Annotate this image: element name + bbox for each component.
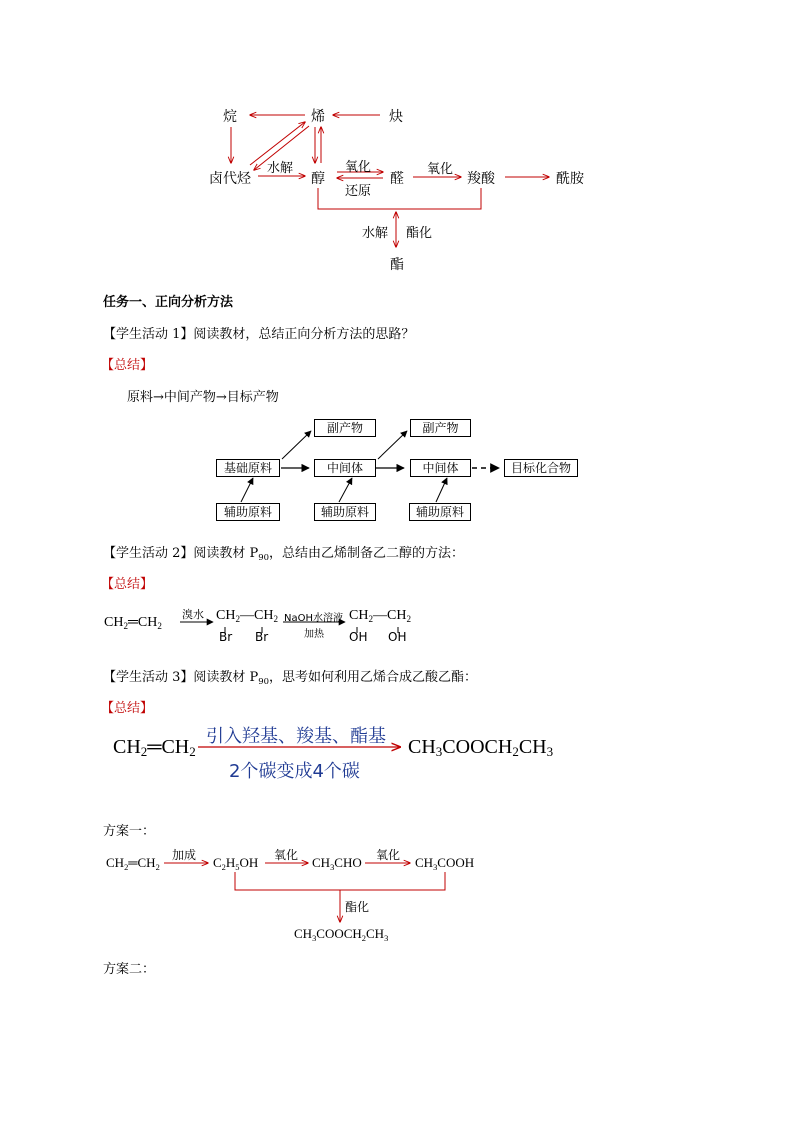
dibromoethane: $CH_2—CH_2$ bbox=[216, 608, 278, 624]
reagent-heat: 加热 bbox=[304, 629, 324, 640]
plan1-acetaldehyde: $CH_3CHO$ bbox=[312, 855, 362, 872]
plan1-addition-label: 加成 bbox=[172, 848, 197, 862]
esterification-label: 酯化 bbox=[406, 226, 433, 241]
plan1-ethyl-acetate: $CH_3COOCH_2CH_3$ bbox=[294, 926, 389, 943]
plan2-label: 方案二： bbox=[103, 962, 156, 977]
oxidation-label: 氧化 bbox=[345, 160, 372, 175]
activity2-page-sub: 90 bbox=[258, 552, 270, 562]
plan1-acetic-acid: $CH_3COOH$ bbox=[415, 855, 475, 872]
alkyne-label: 炔 bbox=[389, 109, 403, 125]
plan1-label: 方案一： bbox=[103, 824, 156, 839]
target-compound-box: 目标化合物 bbox=[504, 459, 578, 477]
summary2-label: 【总结】 bbox=[101, 577, 154, 592]
activity3-text-before: 【学生活动 3】阅读教材 P bbox=[103, 670, 259, 685]
byproduct-box-2: 副产物 bbox=[410, 419, 471, 437]
arrow-top-text: 引入羟基、羧基、酯基 bbox=[206, 726, 386, 747]
amide-label: 酰胺 bbox=[556, 171, 584, 187]
summary1-label: 【总结】 bbox=[101, 358, 154, 373]
plan1-oxidation-label-1: 氧化 bbox=[274, 848, 299, 862]
plan1-esterification-label: 酯化 bbox=[345, 900, 370, 914]
hydrolysis-label: 水解 bbox=[267, 161, 294, 176]
aux-material-box-1: 辅助原料 bbox=[216, 503, 280, 521]
arrow-bottom-text: 2个碳变成4个碳 bbox=[229, 761, 360, 782]
reactant-ethylene-large: $CH_2═CH_2$ bbox=[113, 736, 196, 759]
plan1-oxidation-label-2: 氧化 bbox=[376, 848, 401, 862]
alkene-label: 烯 bbox=[311, 109, 325, 125]
alkane-label: 烷 bbox=[223, 109, 237, 125]
plan1-ethanol: $C_2H_5OH$ bbox=[213, 855, 259, 872]
oh-label-1: OH bbox=[349, 630, 368, 644]
reduction-label: 还原 bbox=[345, 184, 372, 199]
task1-heading: 任务一、正向分析方法 bbox=[103, 295, 234, 310]
route-text: 原料→中间产物→目标产物 bbox=[127, 390, 279, 405]
byproduct-box-1: 副产物 bbox=[314, 419, 376, 437]
activity2-text-before: 【学生活动 2】阅读教材 P bbox=[103, 546, 259, 561]
oh-label-2: OH bbox=[388, 630, 407, 644]
ester-label: 酯 bbox=[390, 257, 404, 273]
plan1-ethylene: $CH_2═CH_2$ bbox=[106, 855, 160, 872]
activity1-text: 【学生活动 1】阅读教材，总结正向分析方法的思路？ bbox=[103, 327, 415, 342]
intermediate-box-1: 中间体 bbox=[314, 459, 376, 477]
base-material-box: 基础原料 bbox=[216, 459, 280, 477]
activity3-page-sub: 90 bbox=[258, 676, 270, 686]
br-label-2: Br bbox=[255, 630, 269, 644]
alcohol-label: 醇 bbox=[311, 171, 325, 187]
carboxylic-acid-label: 羧酸 bbox=[467, 171, 495, 187]
reagent-naoh: NaOH水溶液 bbox=[284, 613, 343, 624]
br-label-1: Br bbox=[219, 630, 233, 644]
activity3-text-after: ，思考如何利用乙烯合成乙酸乙酯： bbox=[269, 670, 478, 685]
ethylene-glycol: $CH_2—CH_2$ bbox=[349, 608, 411, 624]
summary3-label: 【总结】 bbox=[101, 701, 154, 716]
oxidation2-label: 氧化 bbox=[427, 162, 454, 177]
reactant-ethylene: $CH_2═CH_2$ bbox=[104, 615, 162, 631]
activity2-text-after: ，总结由乙烯制备乙二醇的方法： bbox=[269, 546, 465, 561]
aux-material-box-3: 辅助原料 bbox=[409, 503, 471, 521]
product-ethyl-acetate-large: $CH_3COOCH_2CH_3$ bbox=[408, 736, 554, 759]
aldehyde-label: 醛 bbox=[390, 171, 404, 187]
intermediate-box-2: 中间体 bbox=[410, 459, 471, 477]
haloalkane-label: 卤代烃 bbox=[209, 171, 251, 187]
aux-material-box-2: 辅助原料 bbox=[314, 503, 376, 521]
reagent-bromine-water: 溴水 bbox=[182, 608, 204, 621]
hydrolysis2-label: 水解 bbox=[362, 226, 389, 241]
